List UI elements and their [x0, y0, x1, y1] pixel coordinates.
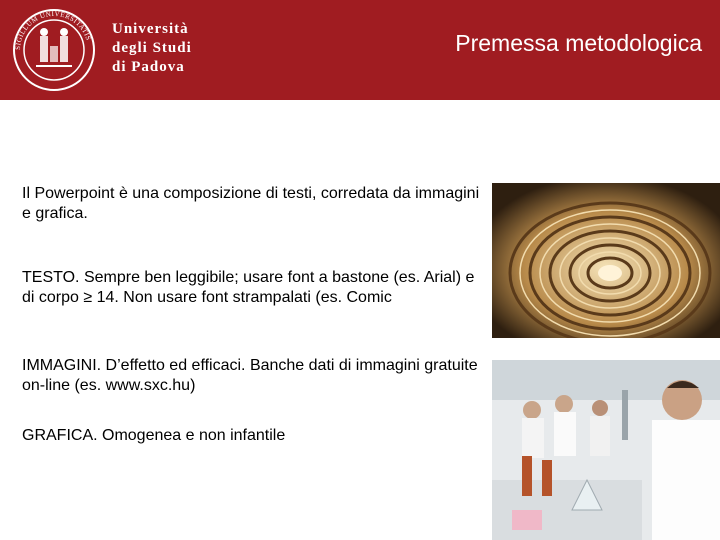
laboratory-image	[492, 360, 720, 540]
university-seal-logo	[10, 8, 98, 92]
anatomical-theatre-image	[492, 183, 720, 338]
paragraph-immagini: IMMAGINI. D’effetto ed efficaci. Banche dati di immagini gratuite on-line (es. www.sxc.hu)	[22, 357, 478, 394]
header-bar	[0, 0, 720, 100]
svg-text:SIGILLUM UNIVERSITATIS: SIGILLUM UNIVERSITATIS	[13, 9, 93, 51]
university-name-line-3: di Padova	[112, 59, 185, 75]
university-name	[112, 20, 192, 77]
paragraph-intro: Il Powerpoint è una composizione di testi, corredata da immagini e grafica.	[22, 185, 480, 222]
paragraph-grafica: GRAFICA. Omogenea e non infantile	[22, 427, 286, 444]
university-name-line-1: Università	[112, 21, 189, 37]
paragraph-testo: TESTO. Sempre ben leggibile; usare font a bastone (es. Arial) e di corpo ≥ 14. Non usare font strampalati (es. Comic	[22, 269, 475, 306]
university-name-line-2: degli Studi	[112, 40, 192, 56]
slide-title: Premessa metodologica	[455, 30, 702, 56]
